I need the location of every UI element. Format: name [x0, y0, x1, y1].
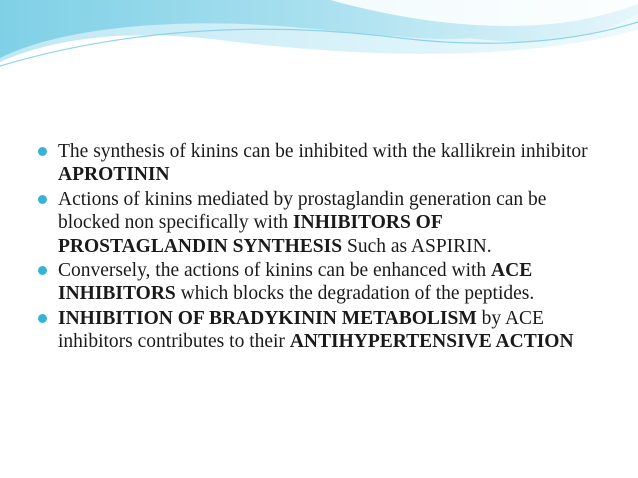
bullet-text-segment: The synthesis of kinins can be inhibited with the kallikrein inhibitor [58, 141, 588, 162]
bullet-item-aprotinin [38, 140, 603, 187]
bullet-text [58, 308, 574, 352]
bullet-text-segment: Conversely, the actions of kinins can be enhanced with [58, 260, 492, 282]
header-wave-decoration [0, 0, 638, 80]
bullet-item-prostaglandin [38, 188, 603, 258]
bullet-emphasis: INHIBITION OF BRADYKININ METABOLISM [58, 307, 477, 329]
bullet-emphasis: APROTININ [58, 164, 170, 186]
bullet-dot-icon [38, 147, 47, 156]
bullet-text [58, 141, 588, 185]
bullet-text-segment: Actions of kinins mediated by prostaglandin generation can be blocked non specifically with [58, 188, 547, 234]
bullet-item-bradykinin [38, 307, 603, 354]
bullet-item-ace-inhibitors [38, 259, 603, 306]
bullet-emphasis: ANTIHYPERTENSIVE ACTION [289, 331, 574, 353]
bullet-text [58, 189, 546, 257]
bullet-text [58, 260, 534, 304]
bullet-text-segment: Such as ASPIRIN. [342, 235, 492, 257]
bullet-dot-icon [38, 314, 47, 323]
bullet-text-segment: which blocks the degradation of the peptides. [175, 283, 535, 305]
bullet-emphasis: INHIBITORS OF PROSTAGLANDIN SYNTHESIS [58, 212, 443, 257]
bullet-dot-icon [38, 195, 47, 204]
bullet-text-segment: by ACE inhibitors contributes to their [58, 307, 544, 353]
bullet-emphasis: ACE INHIBITORS [58, 260, 533, 305]
bullet-dot-icon [38, 266, 47, 275]
bullet-list [38, 140, 603, 355]
